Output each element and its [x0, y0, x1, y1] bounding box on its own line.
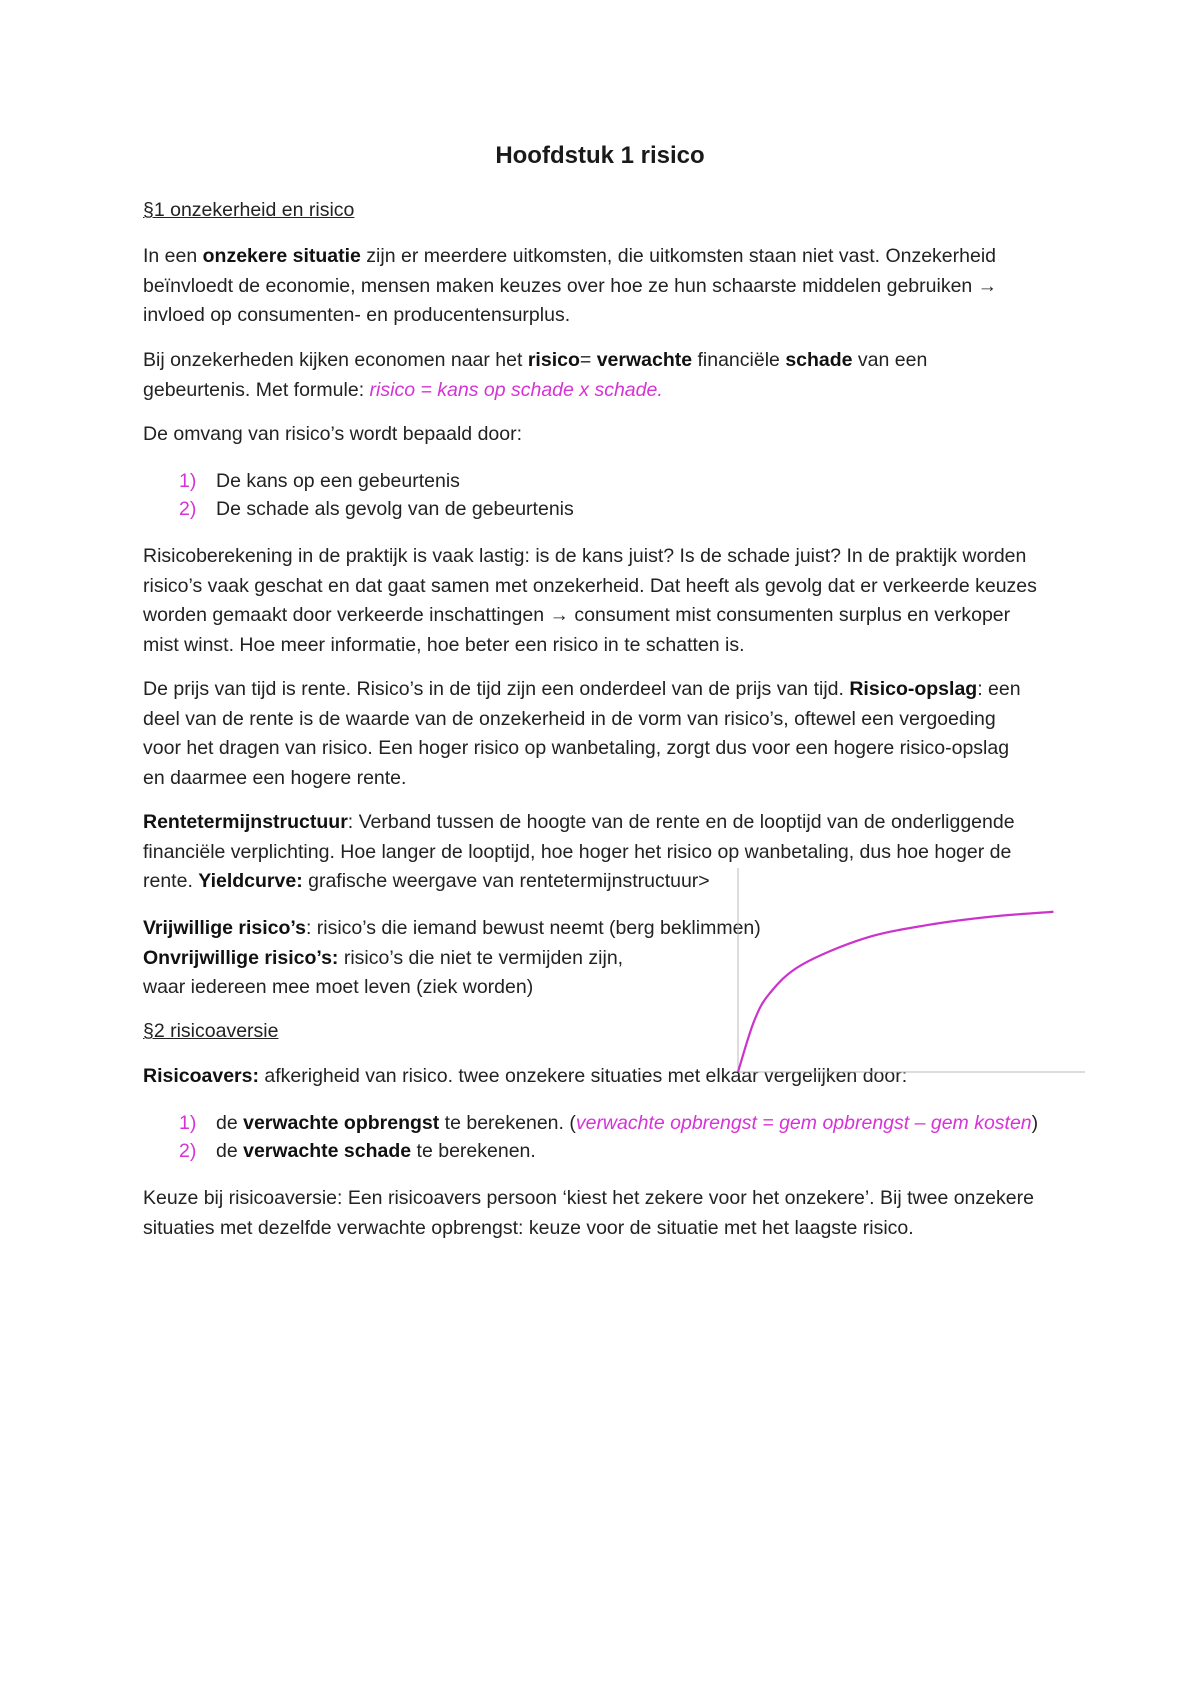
- list-number: 1): [179, 1112, 197, 1134]
- text: gebeurtenis. Met formule:: [143, 378, 370, 401]
- text: ): [1031, 1112, 1039, 1134]
- text: Bij onzekerheden kijken economen naar het: [143, 349, 528, 371]
- text-line: situaties met dezelfde verwachte opbrengst: keuze voor de situatie met het laagste risico.: [143, 1216, 914, 1239]
- bold-term: verwachte opbrengst: [243, 1112, 440, 1134]
- text: De prijs van tijd is rente. Risico’s in de tijd zijn een onderdeel van de prijs van tijd.: [143, 678, 850, 700]
- text-line: worden gemaakt door verkeerde inschattingen → consument mist consumenten surplus en verkoper: [143, 604, 1011, 626]
- text: risico’s die niet te vermijden zijn,: [338, 946, 624, 969]
- text-line: deel van de rente is de waarde van de onzekerheid in de vorm van risico’s, oftewel een vergoeding: [143, 707, 996, 730]
- text: te berekenen.: [411, 1140, 536, 1162]
- section-1-heading-text: §1 onzekerheid en risico: [143, 199, 355, 221]
- bold-term: Yieldcurve:: [198, 870, 303, 892]
- bold-term: Onvrijwillige risico’s:: [143, 946, 339, 969]
- paragraph-omvang: De omvang van risico’s wordt bepaald door:: [143, 423, 523, 445]
- text: de: [216, 1112, 244, 1134]
- bold-term: Risicoavers:: [143, 1065, 259, 1087]
- list-number: 2): [179, 1140, 197, 1162]
- bold-term: Rentetermijnstructuur: [143, 811, 348, 833]
- text-line: financiële verplichting. Hoe langer de looptijd, hoe hoger het risico op wanbetaling, dus hoe hoger de: [143, 840, 1012, 863]
- section-2-heading-text: §2 risicoaversie: [143, 1020, 279, 1042]
- list-item: De schade als gevolg van de gebeurtenis: [216, 498, 574, 520]
- text: te berekenen. (: [439, 1112, 576, 1134]
- risk-formula: risico = kans op schade x schade.: [369, 378, 663, 401]
- text: =: [579, 349, 597, 371]
- formula-text: verwachte opbrengst = gem opbrengst – gem kosten: [575, 1112, 1032, 1134]
- text: : een: [977, 678, 1021, 700]
- bold-term: risico: [527, 349, 580, 371]
- text: grafische weergave van rentetermijnstructuur>: [302, 870, 710, 892]
- text: : risico’s die iemand bewust neemt (berg beklimmen): [305, 917, 761, 939]
- text-line: mist winst. Hoe meer informatie, hoe beter een risico in te schatten is.: [143, 633, 745, 656]
- bold-term: verwachte schade: [243, 1140, 412, 1162]
- text-line: beïnvloedt de economie, mensen maken keuzes over hoe ze hun schaarste middelen gebruiken →: [143, 274, 998, 297]
- text: de: [216, 1140, 244, 1162]
- bold-term: schade: [785, 349, 853, 371]
- text: rente.: [143, 870, 199, 892]
- text: zijn er meerdere uitkomsten, die uitkomsten staan niet vast. Onzekerheid: [360, 245, 997, 267]
- text: afkerigheid van risico. twee onzekere situaties met elkaar vergelijken door:: [258, 1065, 908, 1087]
- bold-term: Risico-opslag: [849, 678, 978, 700]
- text: van een: [852, 349, 928, 371]
- bold-term: verwachte: [596, 349, 693, 371]
- text-line: waar iedereen mee moet leven (ziek worden): [143, 976, 534, 998]
- bold-term: Vrijwillige risico’s: [143, 917, 306, 939]
- text: In een: [143, 245, 203, 267]
- yield-curve-line: [738, 912, 1053, 1072]
- bold-term: onzekere situatie: [202, 245, 361, 267]
- text-line: en daarmee een hogere rente.: [143, 766, 407, 789]
- text-line: risico’s vaak geschat en dat gaat samen met onzekerheid. Dat heeft als gevolg dat er verkeerde keuzes: [143, 574, 1037, 597]
- page-title: Hoofdstuk 1 risico: [495, 142, 705, 169]
- list-number: 2): [179, 498, 197, 520]
- list-item: De kans op een gebeurtenis: [216, 470, 460, 492]
- text-line: Keuze bij risicoaversie: Een risicoavers persoon ‘kiest het zekere voor het onzekere’. Bij twee onzekere: [143, 1187, 1034, 1209]
- text-line: voor het dragen van risico. Een hoger risico op wanbetaling, zorgt dus voor een hogere risico-opslag: [143, 737, 1010, 759]
- text: : Verband tussen de hoogte van de rente en de looptijd van de onderliggende: [347, 811, 1015, 833]
- text: financiële: [692, 349, 786, 371]
- text-line: Risicoberekening in de praktijk is vaak lastig: is de kans juist? Is de schade juist? In de praktijk worden: [143, 545, 1027, 567]
- list-number: 1): [179, 470, 197, 492]
- text-line: invloed op consumenten- en producentensurplus.: [143, 304, 571, 326]
